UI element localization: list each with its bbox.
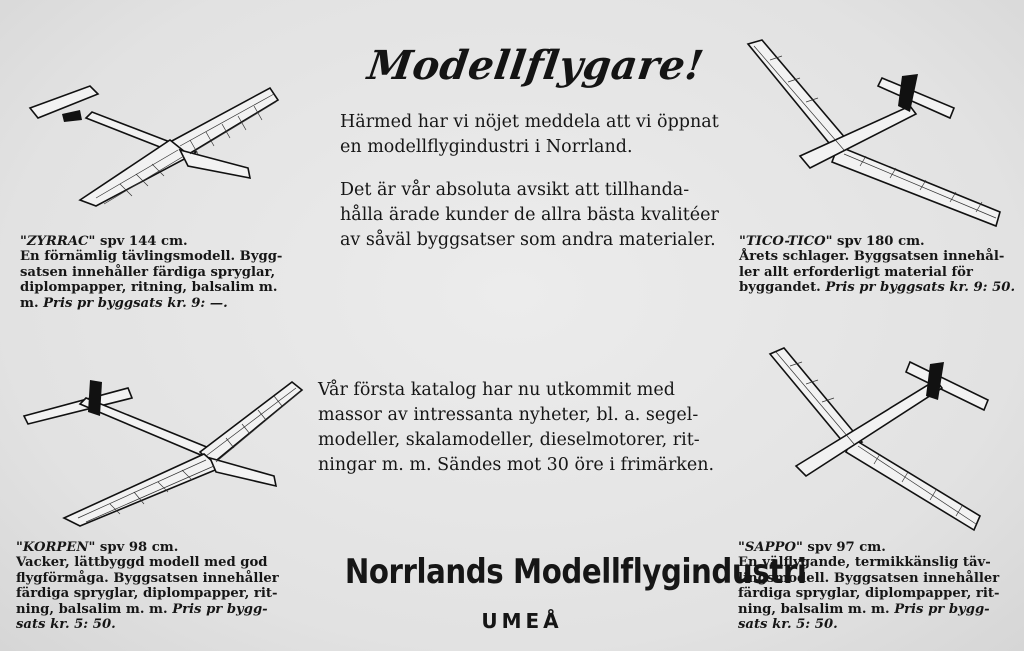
model-span: spv 98 cm. (99, 540, 179, 555)
model-span: spv 97 cm. (807, 540, 886, 555)
caption-line: ler allt erforderligt material för (739, 264, 973, 280)
model-price-cont: sats kr. 5: 50. (16, 617, 116, 633)
caption-line: byggandet. (739, 280, 821, 296)
model-span: spv 144 cm. (100, 234, 188, 249)
caption-line: Årets schlager. Byggsatsen innehål- (739, 249, 1005, 265)
model-name: "TICO-TICO" (739, 234, 833, 249)
intro-line: hålla ärade kunder de allra bästa kvalitéer (340, 205, 719, 225)
zyrrac-glider-illustration (20, 80, 290, 220)
company-city: UMEÅ (481, 609, 563, 633)
catalog-line: massor av intressanta nyheter, bl. a. segel- (318, 405, 699, 425)
model-name: "ZYRRAC" (20, 234, 96, 249)
model-price: Pris pr byggsats kr. 9: —. (43, 295, 228, 311)
model-span: spv 180 cm. (837, 234, 925, 249)
catalog-line: modeller, skalamodeller, dieselmotorer, rit- (318, 430, 700, 450)
intro-line: av såväl byggsatser som andra materialer. (340, 230, 716, 250)
intro-line: en modellflygindustri i Norrland. (340, 137, 633, 157)
intro-paragraph-1 (340, 110, 719, 160)
caption-line: satsen innehåller färdiga spryglar, (20, 264, 276, 280)
korpen-caption (16, 540, 279, 632)
caption-line: ning, balsalim m. m. (738, 601, 890, 617)
caption-line: flygförmåga. Byggsatsen innehåller (16, 570, 279, 586)
sappo-caption (738, 540, 999, 632)
catalog-line: ningar m. m. Sändes mot 30 öre i frimärken. (318, 455, 715, 475)
korpen-glider-illustration (20, 376, 310, 531)
catalog-paragraph (318, 378, 714, 478)
caption-line: färdiga spryglar, diplompapper, rit- (16, 586, 278, 602)
model-name: "SAPPO" (738, 540, 803, 555)
caption-line: Vacker, lättbyggd modell med god (16, 555, 268, 571)
caption-line: diplompapper, ritning, balsalim m. (20, 280, 278, 296)
headline: Modellflygare! (364, 42, 707, 89)
zyrrac-caption (20, 234, 282, 311)
model-price: Pris pr byggsats kr. 9: 50. (825, 280, 1016, 296)
caption-line: lingsmodell. Byggsatsen innehåller (738, 570, 1000, 586)
intro-line: Härmed har vi nöjet meddela att vi öppnat (340, 112, 719, 132)
model-price-cont: sats kr. 5: 50. (738, 617, 838, 633)
tico-tico-glider-illustration (740, 36, 1010, 236)
model-price: Pris pr bygg- (172, 601, 268, 617)
sappo-glider-illustration (760, 340, 1010, 535)
model-price: Pris pr bygg- (894, 601, 990, 617)
caption-line: m. (20, 295, 39, 311)
caption-line: färdiga spryglar, diplompapper, rit- (738, 586, 1000, 602)
model-name: "KORPEN" (16, 540, 96, 555)
tico-tico-caption (739, 234, 1015, 296)
caption-line: ning, balsalim m. m. (16, 601, 168, 617)
caption-line: En förnämlig tävlingsmodell. Bygg- (20, 249, 283, 265)
company-name: Norrlands Modellflygindustri (344, 552, 807, 592)
intro-paragraph-2 (340, 178, 719, 253)
caption-line: En välflygande, termikkänslig täv- (738, 555, 991, 571)
intro-line: Det är vår absoluta avsikt att tillhanda- (340, 180, 690, 200)
catalog-line: Vår första katalog har nu utkommit med (318, 380, 675, 400)
